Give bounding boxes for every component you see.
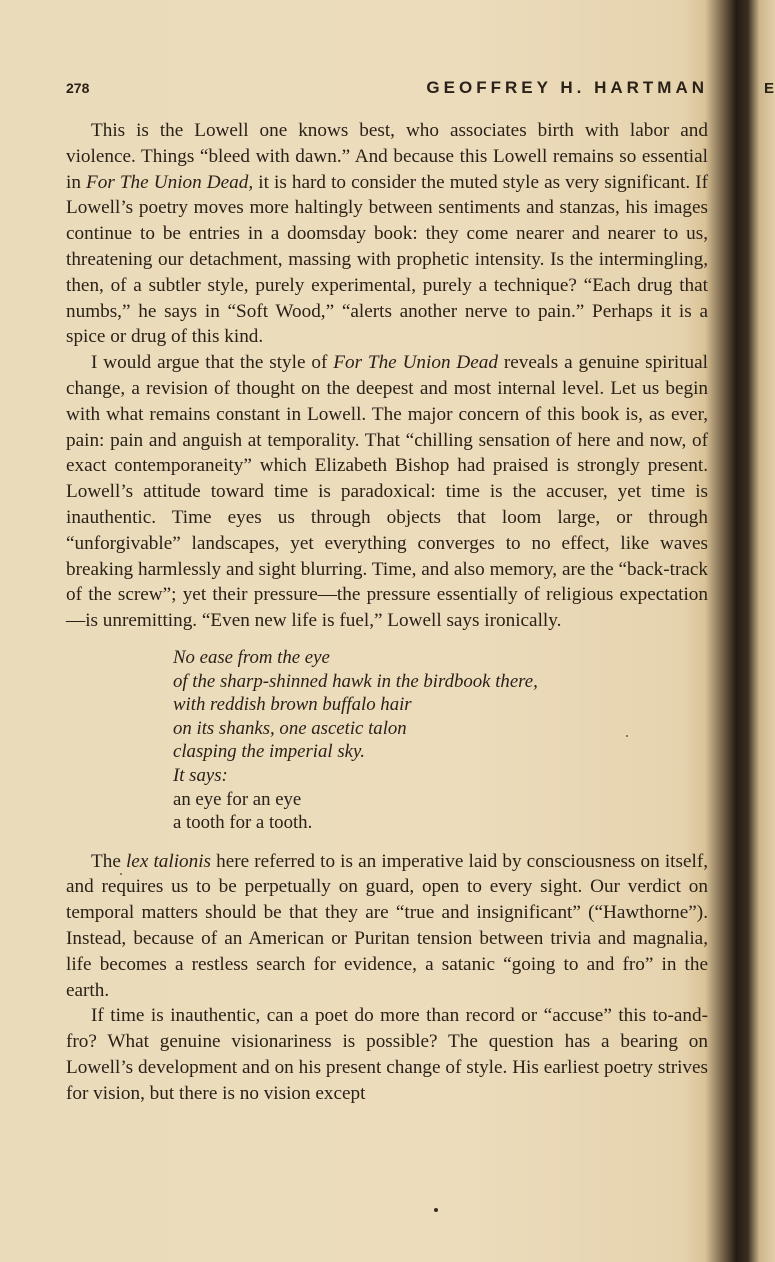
- quote-line: of the sharp-shinned hawk in the birdbook there,: [173, 670, 538, 692]
- page-speck: [120, 873, 122, 875]
- italic-text: lex talionis: [125, 850, 212, 872]
- paragraph-text: The: [91, 850, 126, 872]
- block-quote: [173, 646, 708, 835]
- body-text: [66, 118, 708, 1107]
- paragraph-text: it is hard to consider the muted style as very significant. If Lowell’s poetry moves more haltingly between sentiments and stanzas, his images continue to be entries in a doomsday book: they come nearer and nearer to us, threatening our detachment, massing with prophetic intensity. Is the intermingling, then, of a subtler style, purely experimental, purely a technique? “Each drug that numbs,” he says in “Soft Wood,” “alerts another nerve to pain.” Perhaps it is a spice or drug of this kind.: [66, 171, 708, 348]
- facing-page-edge-letter: E: [764, 80, 775, 97]
- paragraph-text: This is the Lowell one knows best, who associates birth with labor and violence. Things “bleed with dawn.” And because this Lowell remains so essential in: [66, 120, 708, 193]
- paragraph-text: reveals a genuine spiritual change, a revision of thought on the deepest and most internal level. Let us begin with what remains constant in Lowell. The major concern of this book is, as ever, pain: pain and anguish at temporality. That “chilling sensation of here and now, of exact contemporaneity” which Elizabeth Bishop had praised is strongly present. Lowell’s attitude toward time is paradoxical: time is the accuser, yet time is inauthentic. Time eyes us through objects that loom large, or through “unforgivable” landscapes, yet everything converges to no effect, like waves breaking harmlessly and sight blurring. Time, and also memory, are the “back-track of the screw”; yet their pressure—the pressure essentially of religious expectation—is unremitting. “Even new life is fuel,” Lowell says ironically.: [66, 352, 709, 632]
- page-speck: [626, 735, 628, 737]
- paragraph: [66, 118, 708, 350]
- italic-text: For The Union Dead: [333, 352, 498, 374]
- paragraph: [66, 849, 708, 1004]
- running-head: GEOFFREY H. HARTMAN: [426, 78, 708, 97]
- paragraphs-after-quote: [66, 849, 708, 1107]
- quote-line: on its shanks, one ascetic talon: [173, 717, 407, 739]
- quote-line: No ease from the eye: [173, 646, 330, 668]
- quote-line: It says:: [173, 764, 228, 786]
- paragraphs-before-quote: [66, 118, 708, 634]
- quote-line: an eye for an eye: [173, 788, 302, 810]
- paragraph: [66, 350, 708, 634]
- page-number: 278: [66, 80, 90, 96]
- paragraph: [66, 1003, 708, 1106]
- paragraph-text: here referred to is an imperative laid by consciousness on itself, and requires us to be perpetually on guard, open to every sight. Our verdict on temporal matters should be that they are “true and insignificant” (“Hawthorne”). Instead, because of an American or Puritan tension between trivia and magnalia, life becomes a restless search for evidence, a satanic “going to and fro” in the earth.: [66, 850, 708, 1001]
- quote-line: a tooth for a tooth.: [173, 812, 313, 834]
- quote-line: clasping the imperial sky.: [173, 741, 365, 763]
- paragraph-text: If time is inauthentic, can a poet do more than record or “accuse” this to-and-fro? What genuine visionariness is possible? The question has a bearing on Lowell’s development and on his present change of style. His earliest poetry strives for vision, but there is no vision except: [66, 1005, 708, 1104]
- page-speck: [434, 1208, 438, 1212]
- paragraph-text: I would argue that the style of: [91, 352, 334, 374]
- page-header: [66, 78, 708, 102]
- italic-text: For The Union Dead,: [86, 171, 254, 193]
- quote-line: with reddish brown buffalo hair: [173, 694, 412, 716]
